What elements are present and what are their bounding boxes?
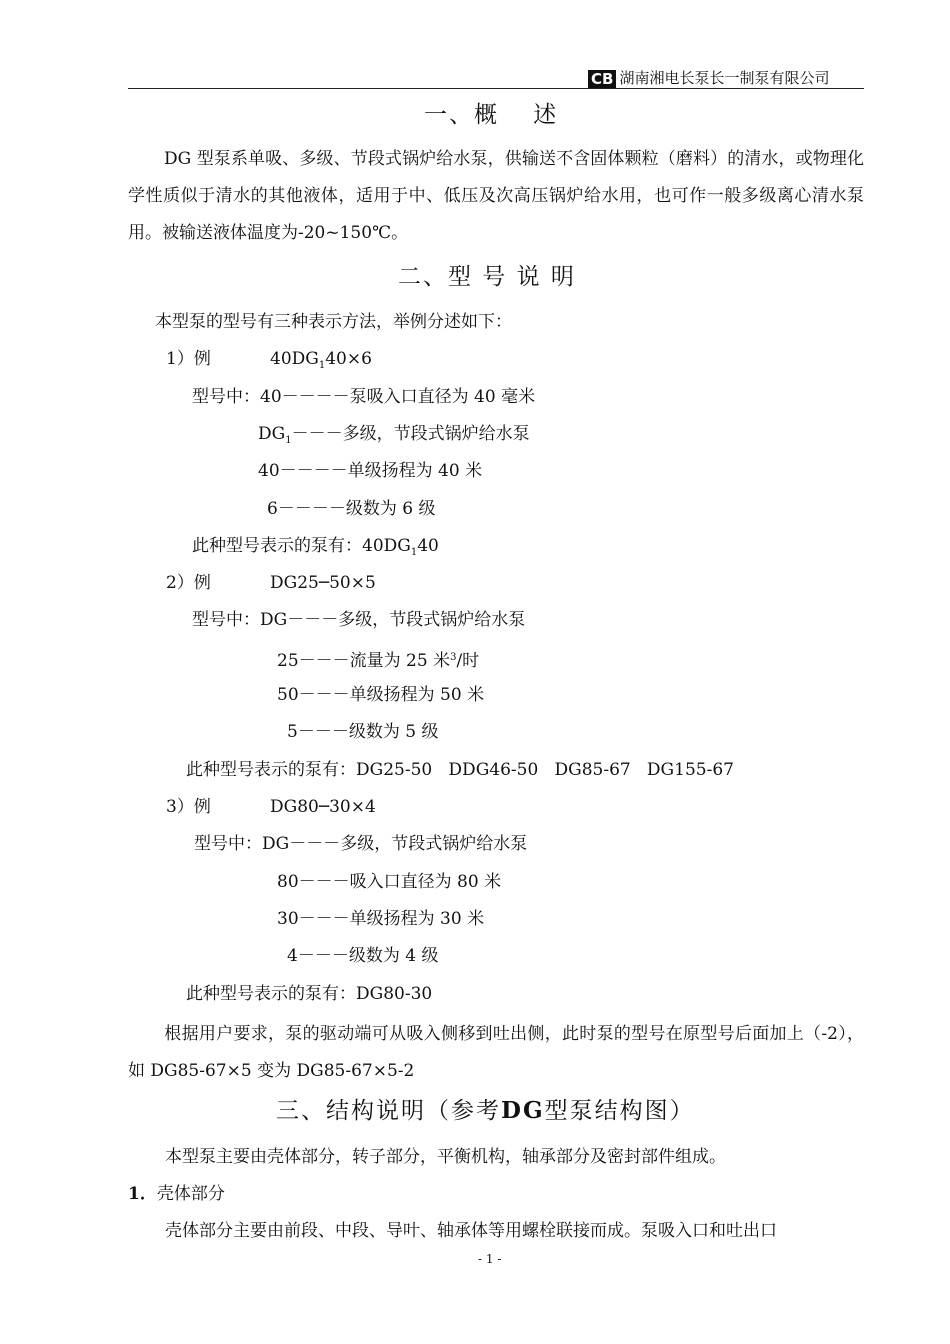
example1-model-post: 40×6 — [325, 349, 372, 369]
example2-line2 — [277, 646, 479, 673]
example2-summary: 此种型号表示的泵有：DG25-50 DDG46-50 DG85-67 DG155-67 — [186, 760, 734, 780]
section3-title-post: 型泵结构图） — [544, 1098, 695, 1124]
section1-title: 一、概 述 — [424, 102, 559, 128]
subsection1-heading — [128, 1182, 225, 1206]
example1-summary-sub: 1 — [410, 547, 418, 558]
example1-model-pre: 40DG — [270, 349, 319, 369]
section3-title-bold: DG — [501, 1097, 545, 1124]
company-logo: CB — [588, 70, 616, 88]
page-header — [588, 67, 829, 87]
example1-model — [270, 347, 372, 378]
example2-line2-post: /时 — [456, 651, 480, 671]
section1-paragraph-text: DG 型泵系单吸、多级、节段式锅炉给水泵，供输送不含固体颗粒（磨料）的清水，或物理化学性质似于清水的其他液体，适用于中、低压及次高压锅炉给水用，也可作一般多级离心清水泵用。被输送液体温度为-20~150℃。 — [128, 149, 864, 243]
example3-line1: 型号中：DG－－－多级，节段式锅炉给水泵 — [194, 834, 528, 854]
example3-summary: 此种型号表示的泵有：DG80-30 — [186, 984, 433, 1004]
example1-line2-post: －－－多级，节段式锅炉给水泵 — [291, 424, 530, 444]
example1-summary-post: 40 — [417, 536, 439, 556]
example2-line2-pre: 25－－－流量为 25 米 — [277, 651, 451, 671]
example3-label: 3）例 — [166, 797, 211, 817]
example3-line4: 4－－－级数为 4 级 — [287, 946, 439, 966]
section3-title-pre: 三、结构说明（参考 — [276, 1098, 501, 1124]
example2-line1: 型号中：DG－－－多级，节段式锅炉给水泵 — [192, 610, 526, 630]
example1-summary — [192, 534, 439, 565]
example2-label: 2）例 — [166, 573, 211, 593]
example3-model: DG80─30×4 — [270, 797, 376, 817]
section2-title: 二、型 号 说 明 — [398, 264, 576, 290]
subsection1-number: 1． — [128, 1184, 157, 1204]
example1-line1: 型号中：40－－－－泵吸入口直径为 40 毫米 — [192, 387, 536, 407]
subsection1-text: 壳体部分主要由前段、中段、导叶、轴承体等用螺栓联接而成。泵吸入口和吐出口 — [165, 1221, 777, 1241]
section3-title — [276, 1092, 695, 1125]
header-rule — [128, 88, 864, 89]
section2-intro: 本型泵的型号有三种表示方法，举例分述如下： — [155, 312, 512, 332]
example1-line2-pre: DG — [258, 424, 286, 444]
example2-line2-sup: 3 — [450, 652, 457, 663]
example3-line3: 30－－－单级扬程为 30 米 — [277, 909, 485, 929]
example2-line4: 5－－－级数为 5 级 — [287, 722, 439, 742]
example1-line3: 40－－－－单级扬程为 40 米 — [258, 461, 483, 481]
section1-paragraph — [128, 141, 864, 252]
page-number: - 1 - — [478, 1252, 502, 1266]
example1-label: 1）例 — [166, 349, 211, 369]
subsection1-title: 壳体部分 — [156, 1184, 225, 1204]
example1-line2 — [258, 422, 530, 453]
section2-note — [128, 1016, 864, 1090]
example2-model: DG25─50×5 — [270, 573, 376, 593]
section3-intro: 本型泵主要由壳体部分，转子部分，平衡机构，轴承部分及密封部件组成。 — [165, 1147, 726, 1167]
example2-line3: 50－－－单级扬程为 50 米 — [277, 685, 485, 705]
example1-model-sub: 1 — [318, 360, 326, 371]
example1-summary-pre: 此种型号表示的泵有：40DG — [192, 536, 411, 556]
example1-line4: 6－－－－级数为 6 级 — [267, 499, 436, 519]
section2-note-text: 根据用户要求，泵的驱动端可从吸入侧移到吐出侧，此时泵的型号在原型号后面加上（-2），如 DG85-67×5 变为 DG85-67×5-2 — [128, 1024, 864, 1081]
example1-line2-sub: 1 — [285, 435, 292, 446]
company-name: 湖南湘电长泵长一制泵有限公司 — [619, 69, 830, 87]
example3-line2: 80－－－吸入口直径为 80 米 — [277, 872, 502, 892]
